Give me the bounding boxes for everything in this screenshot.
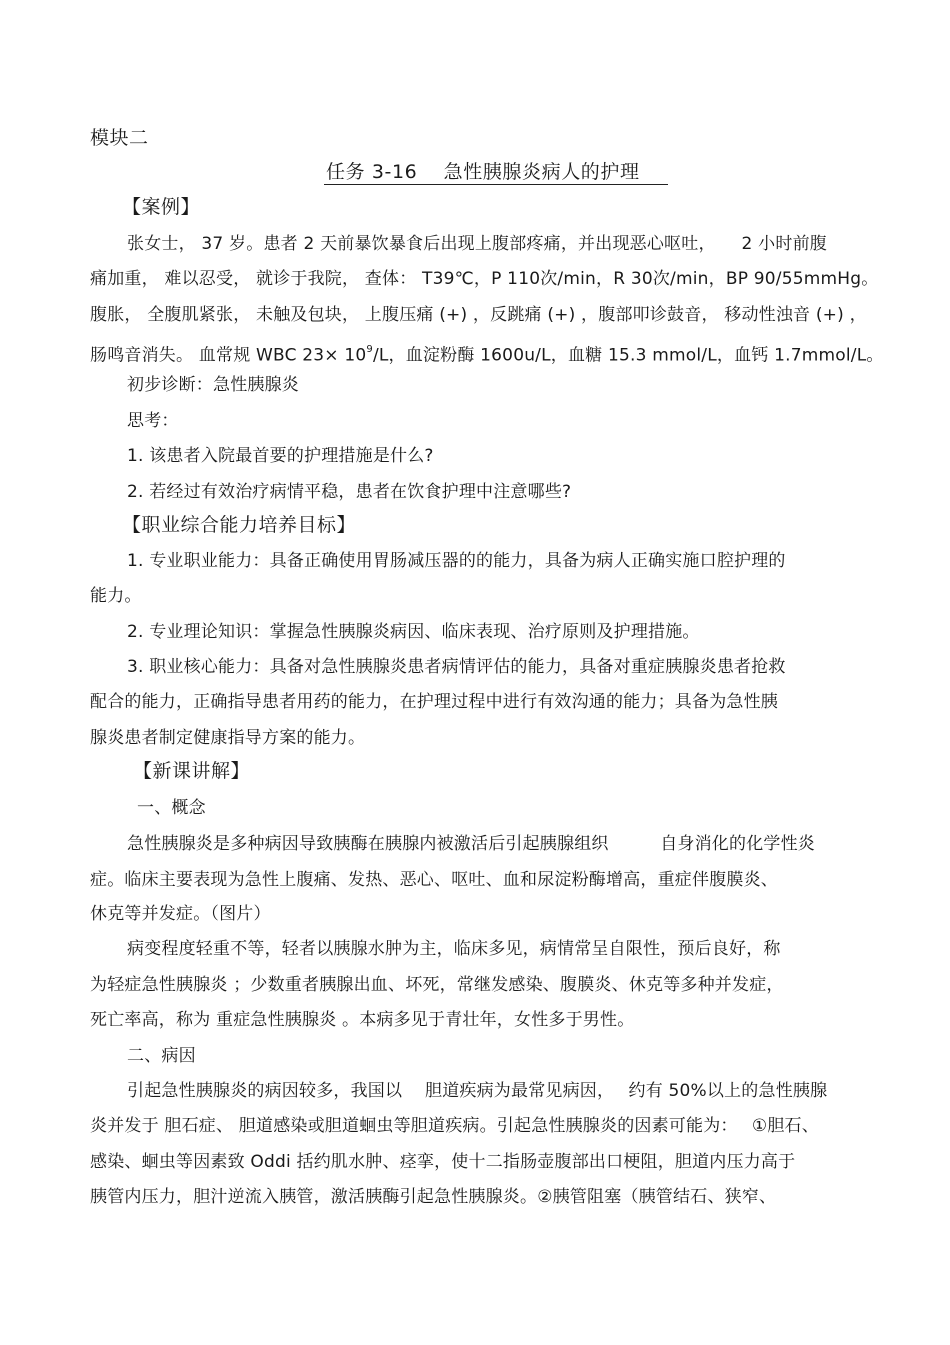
- lab-text-pre: 肠鸣音消失。 血常规 WBC 23× 10: [90, 345, 367, 366]
- lab-text-post: /L，血淀粉酶 1600u/L，血糖 15.3 mmol/L，血钙 1.7mmol/L。: [372, 345, 884, 366]
- case-line-3: 腹胀， 全腹肌紧张， 未触及包块， 上腹压痛 (+) ，反跳痛 (+) ，腹部叩诊鼓音， 移动性浊音 (+) ，: [90, 305, 867, 325]
- goal-line-3: 2. 专业理论知识：掌握急性胰腺炎病因、临床表现、治疗原则及护理措施。: [127, 622, 700, 642]
- concept-line-6: 死亡率高，称为 重症急性胰腺炎 。本病多见于青壮年，女性多于男性。: [90, 1010, 635, 1030]
- goal-line-2: 能力。: [90, 586, 142, 606]
- case-heading: 【案例】: [122, 196, 201, 218]
- lab-exponent: 9: [366, 344, 373, 355]
- think-label: 思考：: [127, 411, 179, 431]
- cause-heading: 二、病因: [127, 1046, 196, 1066]
- concept-line-5: 为轻症急性胰腺炎 ；少数重者胰腺出血、坏死，常继发感染、腹膜炎、休克等多种并发症，: [90, 975, 784, 995]
- goal-line-1: 1. 专业职业能力：具备正确使用胃肠减压器的的能力，具备为病人正确实施口腔护理的: [127, 551, 786, 571]
- lecture-heading: 【新课讲解】: [133, 760, 251, 782]
- concept-line-4: 病变程度轻重不等，轻者以胰腺水肿为主，临床多见，病情常呈自限性，预后良好，称: [127, 939, 781, 959]
- title-underline: [324, 184, 668, 185]
- cause-line-4: 胰管内压力，胆汁逆流入胰管，激活胰酶引起急性胰腺炎。②胰管阻塞（胰管结石、狭窄、: [90, 1187, 777, 1207]
- cause-line-1: 引起急性胰腺炎的病因较多，我国以 胆道疾病为最常见病因， 约有 50%以上的急性胰腺: [127, 1081, 828, 1101]
- concept-line-2: 症。临床主要表现为急性上腹痛、发热、恶心、呕吐、血和尿淀粉酶增高，重症伴腹膜炎、: [90, 870, 778, 890]
- module-label: 模块二: [90, 127, 149, 149]
- goal-line-5: 配合的能力，正确指导患者用药的能力，在护理过程中进行有效沟通的能力；具备为急性胰: [90, 692, 778, 712]
- goal-line-4: 3. 职业核心能力：具备对急性胰腺炎患者病情评估的能力，具备对重症胰腺炎患者抢救: [127, 657, 786, 677]
- cause-line-3: 感染、蛔虫等因素致 Oddi 括约肌水肿、痉挛，使十二指肠壶腹部出口梗阻，胆道内压力高于: [90, 1152, 796, 1172]
- diagnosis-line: 初步诊断：急性胰腺炎: [127, 375, 299, 395]
- concept-line-3: 休克等并发症。（图片）: [90, 904, 271, 924]
- case-lab-line: [90, 341, 884, 367]
- case-line-2: 痛加重， 难以忍受， 就诊于我院， 查体： T39℃，P 110次/min，R 30次/min，BP 90/55mmHg。: [90, 269, 879, 289]
- concept-heading: 一、概念: [137, 798, 206, 818]
- goal-line-6: 腺炎患者制定健康指导方案的能力。: [90, 728, 366, 748]
- goals-heading: 【职业综合能力培养目标】: [122, 514, 357, 536]
- task-title: 任务 3-16 急性胰腺炎病人的护理: [326, 161, 640, 183]
- concept-line-1: 急性胰腺炎是多种病因导致胰酶在胰腺内被激活后引起胰腺组织 自身消化的化学性炎: [127, 834, 815, 854]
- cause-line-2: 炎并发于 胆石症、 胆道感染或胆道蛔虫等胆道疾病。引起急性胰腺炎的因素可能为： ①胆石、: [90, 1116, 819, 1136]
- question-2: 2. 若经过有效治疗病情平稳，患者在饮食护理中注意哪些?: [127, 482, 572, 502]
- case-line-1: 张女士， 37 岁。患者 2 天前暴饮暴食后出现上腹部疼痛，并出现恶心呕吐， 2 小时前腹: [127, 234, 827, 254]
- question-1: 1. 该患者入院最首要的护理措施是什么?: [127, 446, 434, 466]
